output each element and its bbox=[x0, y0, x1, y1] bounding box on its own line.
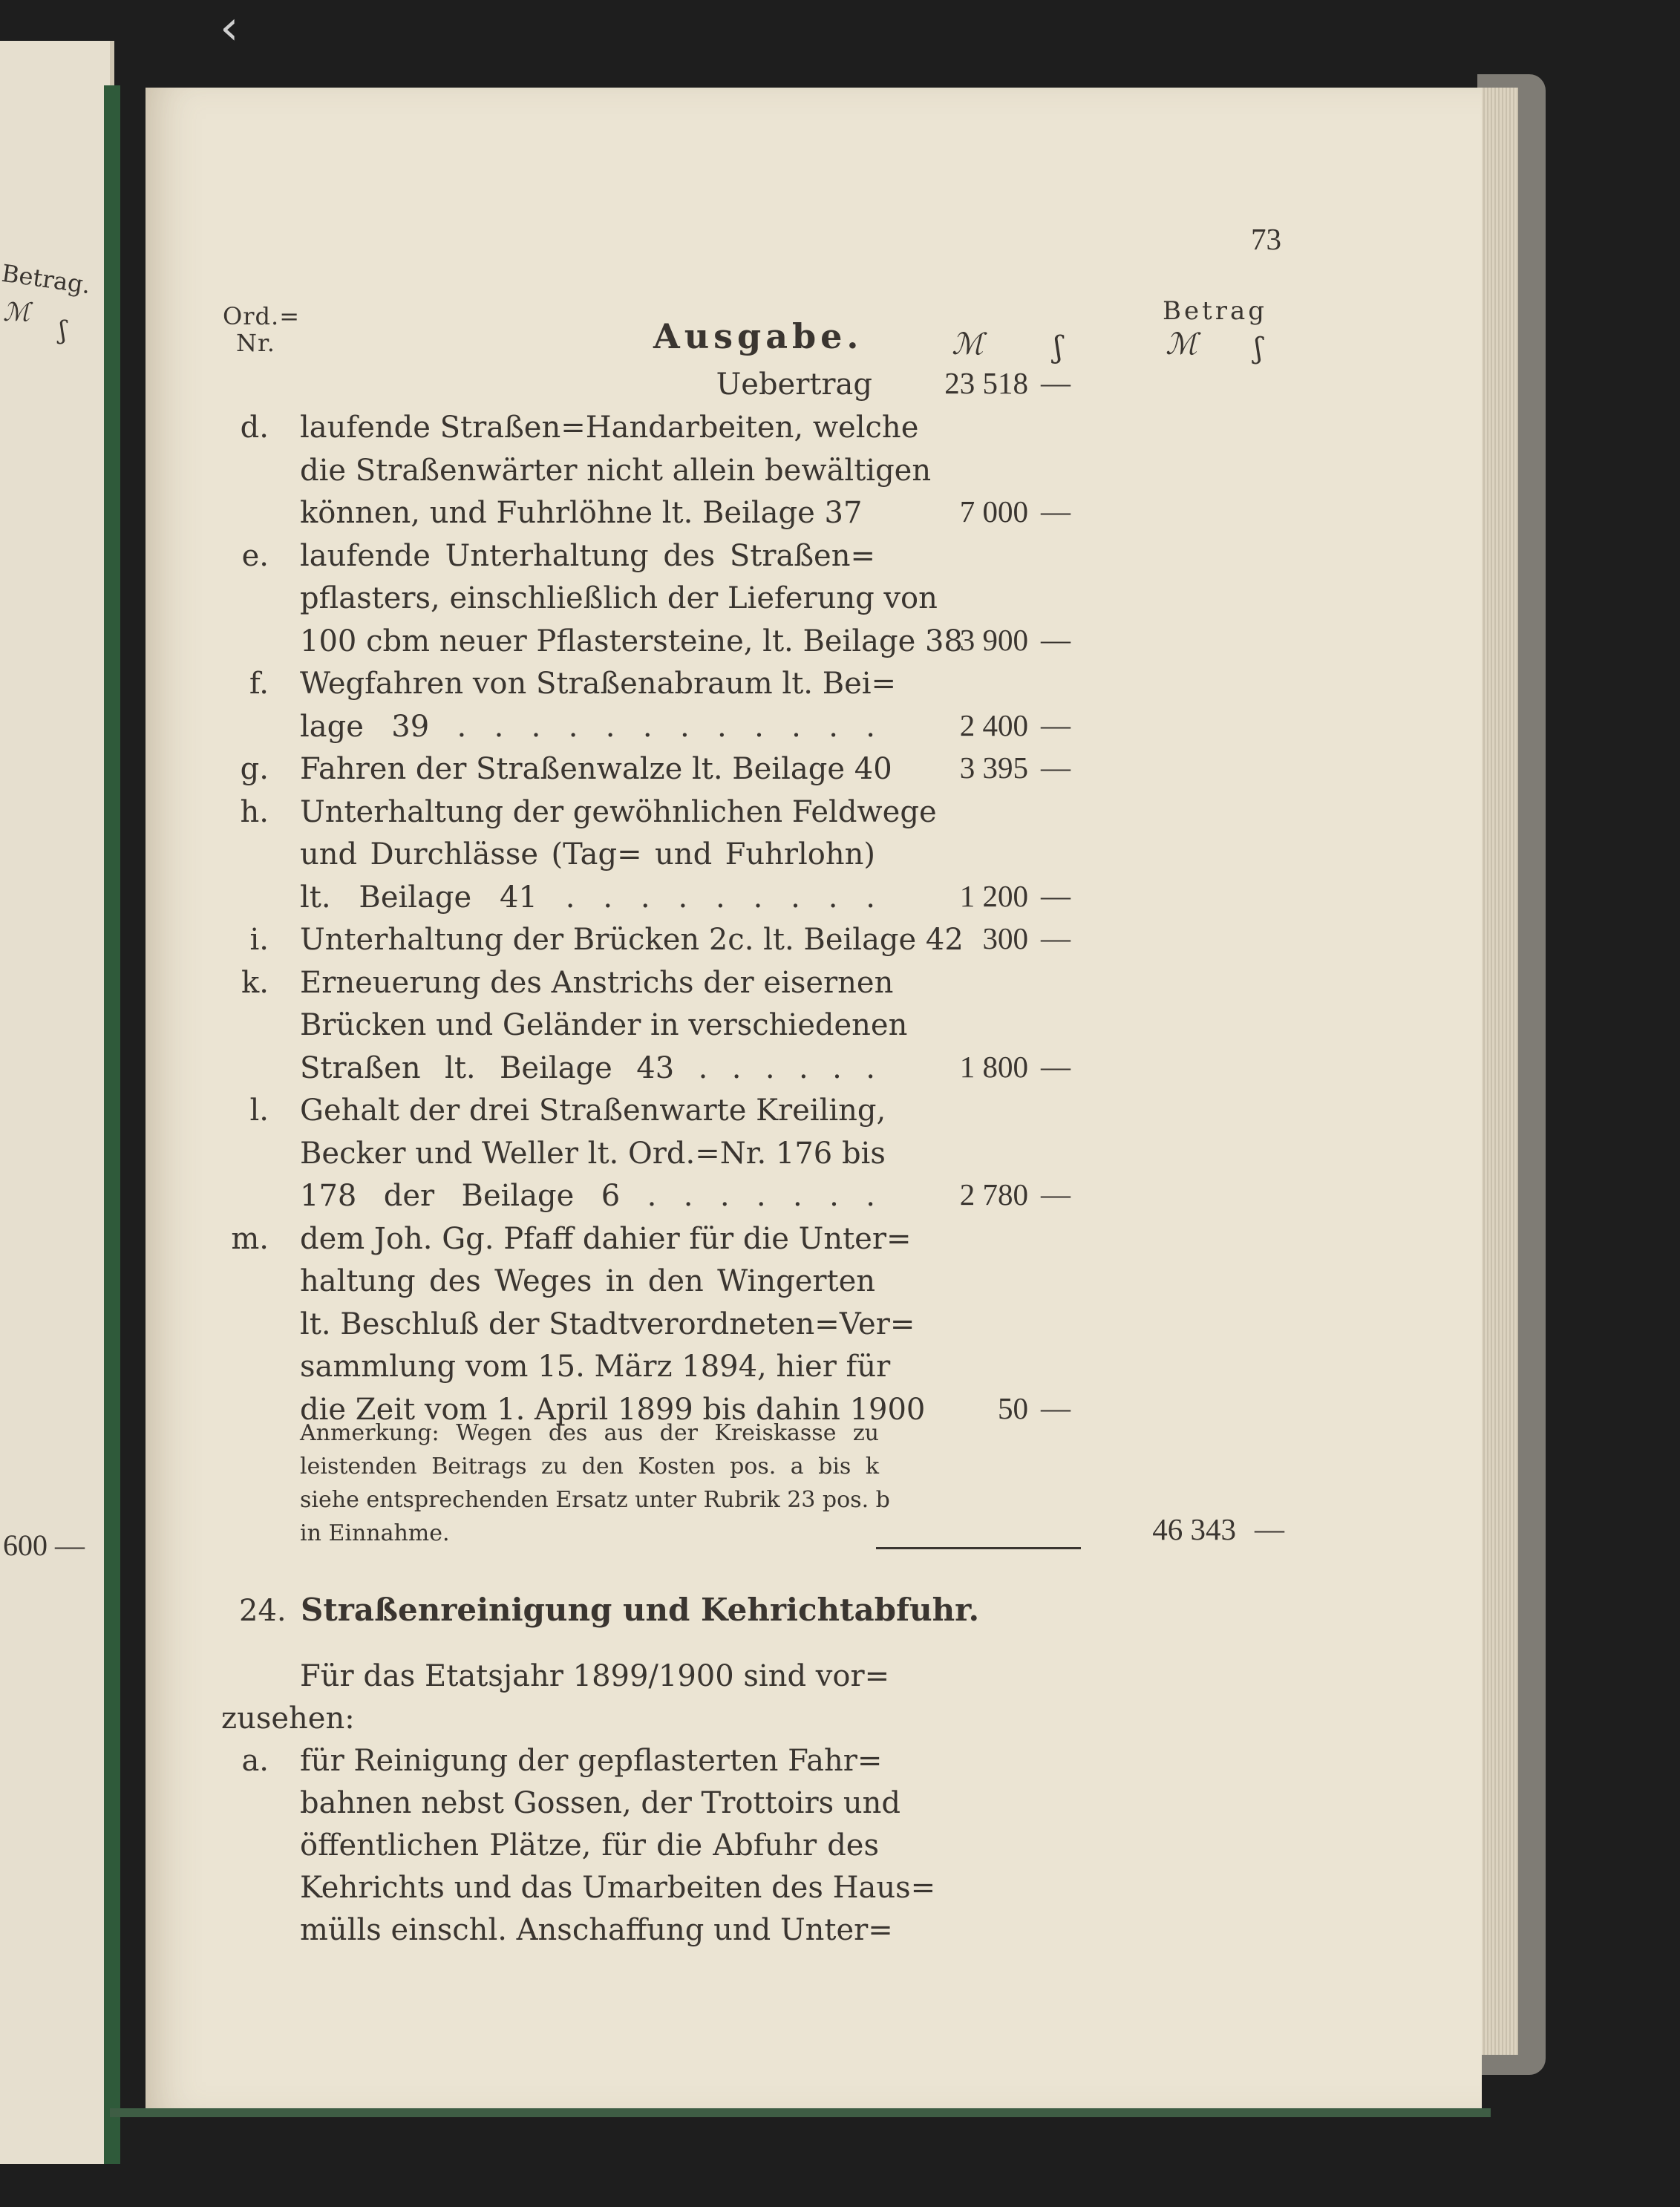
book-bottom-edge bbox=[110, 2108, 1491, 2117]
note-line: siehe entsprechenden Ersatz unter Rubrik 23 pos. b bbox=[300, 1487, 890, 1513]
entry-text-line: Gehalt der drei Straßenwarte Kreiling, bbox=[300, 1093, 886, 1128]
book-spine-strip bbox=[104, 85, 120, 2164]
entry-dash: — bbox=[1041, 1177, 1071, 1211]
entry-amount: 7 000 bbox=[959, 494, 1028, 529]
entry-text-line: Straßen lt. Beilage 43 . . . . . . bbox=[300, 1050, 875, 1085]
entry-amount: 2 400 bbox=[959, 707, 1028, 742]
entry-text-line: Brücken und Geländer in verschiedenen bbox=[300, 1008, 908, 1042]
entry-letter: e. bbox=[241, 538, 269, 573]
left-page-betrag-label: Betrag. bbox=[0, 258, 93, 300]
header-nr-label: Nr. bbox=[236, 329, 275, 357]
note-line: Anmerkung: Wegen des aus der Kreiskasse zu bbox=[300, 1420, 879, 1446]
entry-amount: 2 780 bbox=[959, 1177, 1028, 1212]
entry-text-line: laufende Unterhaltung des Straßen= bbox=[300, 538, 875, 573]
intro-line: zusehen: bbox=[221, 1701, 355, 1736]
uebertrag-amount: 23 518 bbox=[944, 366, 1028, 400]
left-page-total: 600 — bbox=[3, 1528, 85, 1562]
note-line: in Einnahme. bbox=[300, 1520, 450, 1546]
item-a-line: Kehrichts und das Umarbeiten des Haus= bbox=[300, 1871, 936, 1905]
entry-amount: 3 900 bbox=[959, 622, 1028, 657]
entry-letter: f. bbox=[249, 667, 269, 701]
header-betrag-pf-symbol: ʃ bbox=[1255, 332, 1263, 364]
entry-dash: — bbox=[1041, 707, 1071, 742]
entry-letter: d. bbox=[240, 411, 269, 445]
left-page bbox=[0, 41, 114, 2164]
entry-text-line: 100 cbm neuer Pflastersteine, lt. Beilage 38 bbox=[300, 624, 963, 658]
entry-letter: h. bbox=[240, 794, 269, 829]
header-betrag-label: Betrag bbox=[1163, 296, 1268, 326]
note-line: leistenden Beitrags zu den Kosten pos. a bis k bbox=[300, 1454, 879, 1479]
left-page-pf-symbol: ʃ bbox=[59, 315, 67, 345]
entry-dash: — bbox=[1041, 1049, 1071, 1083]
entry-text-line: pflasters, einschließlich der Lieferung von bbox=[300, 581, 938, 615]
entry-text-line: laufende Straßen=Handarbeiten, welche bbox=[300, 411, 919, 445]
entry-letter: k. bbox=[241, 965, 269, 1000]
uebertrag-label: Uebertrag bbox=[716, 367, 872, 402]
item-a-line: mülls einschl. Anschaffung und Unter= bbox=[300, 1913, 893, 1947]
intro-line: Für das Etatsjahr 1899/1900 sind vor= bbox=[300, 1659, 890, 1693]
entry-dash: — bbox=[1041, 751, 1071, 784]
entry-text-line: Erneuerung des Anstrichs der eisernen bbox=[300, 965, 894, 1000]
entry-text-line: die Straßenwärter nicht allein bewältigen bbox=[300, 453, 932, 488]
header-mark-symbol: ℳ bbox=[952, 327, 984, 362]
entry-dash: — bbox=[1041, 622, 1071, 656]
entry-text-line: Becker und Weller lt. Ord.=Nr. 176 bis bbox=[300, 1136, 886, 1171]
entry-letter: l. bbox=[249, 1093, 269, 1128]
entry-text-line: Unterhaltung der gewöhnlichen Feldwege bbox=[300, 794, 937, 829]
section-header-title: Ausgabe. bbox=[653, 316, 863, 356]
entry-amount: 300 bbox=[982, 921, 1028, 955]
item-a-line: für Reinigung der gepflasterten Fahr= bbox=[300, 1744, 883, 1778]
total-amount: 46 343 bbox=[1152, 1512, 1236, 1546]
entry-text-line: und Durchlässe (Tag= und Fuhrlohn) bbox=[300, 837, 875, 872]
entry-amount: 50 bbox=[998, 1390, 1028, 1425]
header-betrag-mark-symbol: ℳ bbox=[1166, 327, 1197, 362]
entry-text-line: haltung des Weges in den Wingerten bbox=[300, 1264, 875, 1298]
page-number: 73 bbox=[1251, 222, 1281, 256]
entry-amount: 1 800 bbox=[959, 1049, 1028, 1084]
entry-letter: g. bbox=[240, 752, 269, 786]
entry-text-line: dem Joh. Gg. Pfaff dahier für die Unter= bbox=[300, 1221, 912, 1256]
entry-dash: — bbox=[1041, 878, 1071, 912]
entry-text-line: sammlung vom 15. März 1894, hier für bbox=[300, 1350, 891, 1384]
item-a-line: bahnen nebst Gossen, der Trottoirs und bbox=[300, 1786, 901, 1820]
entry-dash: — bbox=[1041, 921, 1071, 955]
entry-text-line: 178 der Beilage 6 . . . . . . . bbox=[300, 1179, 875, 1213]
header-pf-symbol: ʃ bbox=[1054, 330, 1062, 364]
entry-text-line: lt. Beilage 41 . . . . . . . . . bbox=[300, 880, 875, 915]
section-number: 24. bbox=[239, 1594, 287, 1628]
entry-amount: 3 395 bbox=[959, 751, 1028, 785]
entry-text-line: Unterhaltung der Brücken 2c. lt. Beilage 42 bbox=[300, 923, 964, 957]
entry-text-line: Wegfahren von Straßenabraum lt. Bei= bbox=[300, 667, 897, 701]
header-ord-label: Ord.= bbox=[223, 302, 300, 330]
item-a-line: öffentlichen Plätze, für die Abfuhr des bbox=[300, 1828, 879, 1863]
subtotal-rule bbox=[876, 1547, 1081, 1549]
uebertrag-dash: — bbox=[1041, 366, 1071, 399]
left-page-mark-symbol: ℳ bbox=[3, 298, 30, 327]
entry-text-line: die Zeit vom 1. April 1899 bis dahin 1900 bbox=[300, 1392, 926, 1427]
entry-amount: 1 200 bbox=[959, 878, 1028, 913]
back-arrow-icon[interactable]: ‹ bbox=[220, 1, 239, 56]
section-title: Straßenreinigung und Kehrichtabfuhr. bbox=[301, 1592, 980, 1628]
entry-dash: — bbox=[1041, 494, 1071, 528]
entry-text-line: lt. Beschluß der Stadtverordneten=Ver= bbox=[300, 1307, 915, 1341]
entry-letter: i. bbox=[249, 923, 269, 957]
entry-dash: — bbox=[1041, 1390, 1071, 1425]
entry-text-line: lage 39 . . . . . . . . . . . . bbox=[300, 709, 875, 744]
entry-text-line: können, und Fuhrlöhne lt. Beilage 37 bbox=[300, 496, 863, 530]
item-a-letter: a. bbox=[241, 1744, 269, 1778]
entry-text-line: Fahren der Straßenwalze lt. Beilage 40 bbox=[300, 752, 892, 786]
total-dash: — bbox=[1255, 1512, 1284, 1546]
entry-letter: m. bbox=[231, 1221, 269, 1256]
